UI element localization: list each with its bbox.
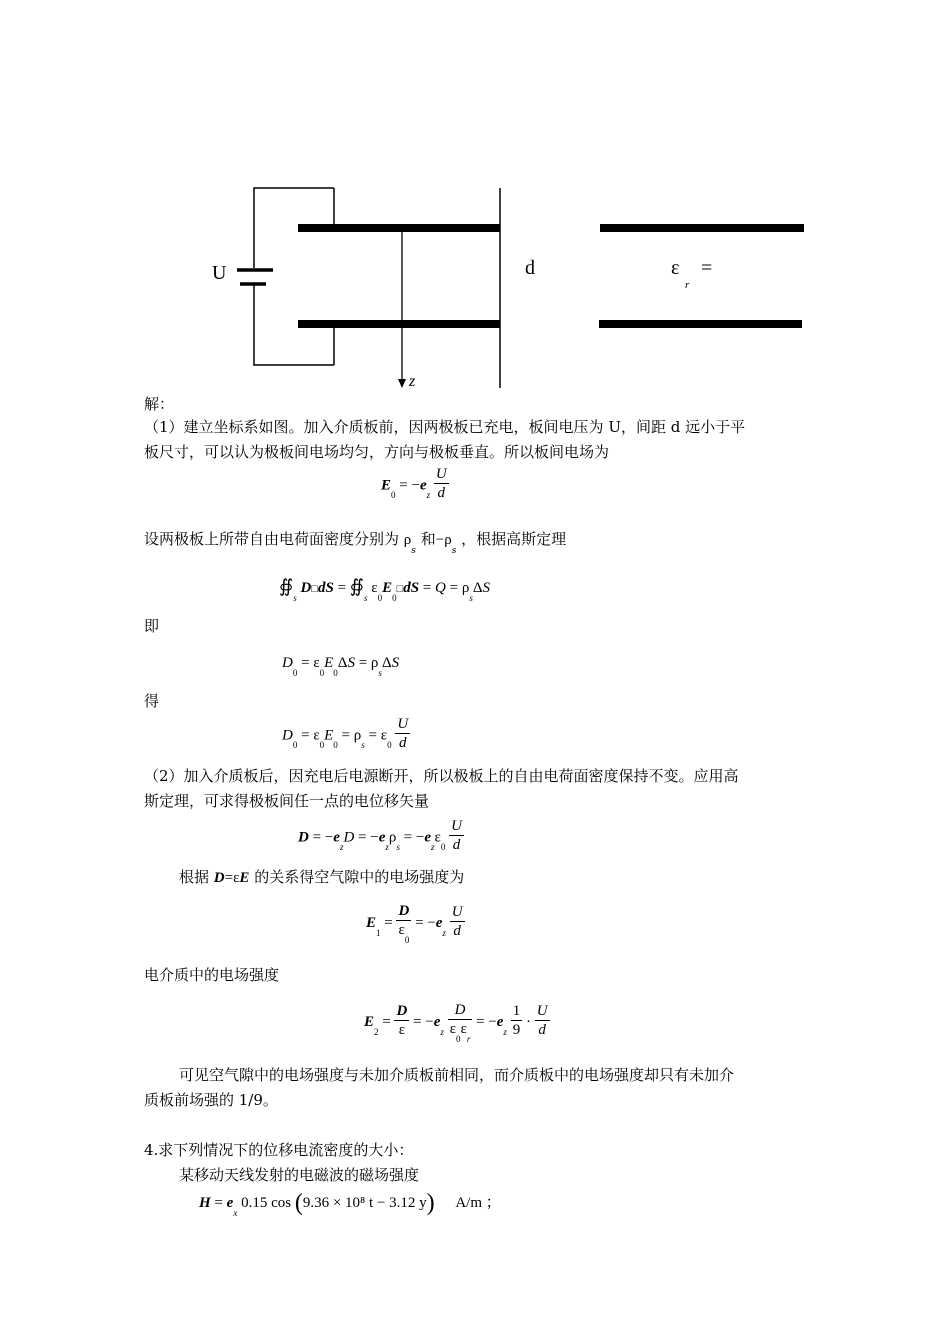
para-3-line-2: 斯定理，可求得极板间任一点的电位移矢量 — [144, 792, 430, 810]
circuit-wire — [254, 188, 334, 365]
equation-e1: $E_1$ = $\frac{D}{\varepsilon_0}$ = $-e_z$ $\frac{U}{d}$ — [366, 903, 463, 945]
epsilon-equals: = — [701, 257, 713, 279]
capacitor-figure — [0, 0, 950, 400]
jie-label: 解： — [144, 395, 175, 413]
z-axis-arrow — [398, 379, 406, 388]
epsilon-sub-label: r — [685, 279, 690, 291]
question-4-title: 4.求下列情况下的位移电流密度的大小： — [144, 1141, 414, 1159]
para-6-line-2: 质板前场强的 1/9。 — [144, 1091, 278, 1109]
equation-e2: $E_2$ = $\frac{D}{\varepsilon}$ = $-e_z$ $\frac{D}{\varepsilon_0\varepsilon_r}$ = $-e_z$ $\frac{1}{9}$ · $\frac{U}{d}$ — [364, 1002, 548, 1044]
de-label: 得 — [144, 692, 160, 710]
distance-label: d — [525, 257, 535, 279]
para-3-line-1: （2）加入介质板后，因充电后电源断开，所以极板上的自由电荷面密度保持不变。应用高 — [144, 767, 739, 785]
equation-e0: $E_0 = -e_z$ $\frac{U}{d}$ — [381, 466, 447, 501]
para-2: 设两极板上所带自由电荷面密度分别为 $\rho_s$ 和$-\rho_s$ ，根据高斯定理 — [144, 530, 567, 556]
para-2-before: 设两极板上所带自由电荷面密度分别为 — [144, 530, 400, 548]
question-4-subtitle: 某移动天线发射的电磁波的磁场强度 — [179, 1166, 420, 1184]
equation-h: $H = e_x$ 0.15 cos (9.36 × 10⁸ t − 3.12 y) A/m ； — [199, 1190, 501, 1218]
epsilon-label: ε — [671, 257, 680, 279]
para-1-line-2: 板尺寸，可以认为极板间电场均匀，方向与极板垂直。所以板间电场为 — [144, 443, 610, 461]
voltage-label: U — [212, 262, 227, 284]
ji-label: 即 — [144, 617, 160, 635]
para-5: 电介质中的电场强度 — [144, 966, 280, 984]
z-axis-label: z — [409, 373, 416, 390]
equation-gauss: $∯_s$ D□dS = $∯_s$ $\varepsilon_0E_0□dS = Q = \rho_s\Delta S$ — [279, 576, 491, 603]
equation-d-vector: $D = -e_zD = -e_z\rho_s = -e_z\varepsilon_0$ $\frac{U}{d}$ — [298, 818, 462, 853]
battery-symbol — [237, 270, 273, 284]
para-6-line-1: 可见空气隙中的电场强度与未加介质板前相同，而介质板中的电场强度却只有未加介 — [179, 1066, 735, 1084]
equation-d0-second: $D_0 = \varepsilon_0E_0 = \rho_s = \varepsilon_0$ $\frac{U}{d}$ — [282, 716, 409, 751]
para-1-line-1: （1）建立坐标系如图。加入介质板前，因两极板已充电，板间电压为 U，间距 d 远小于平 — [144, 418, 746, 436]
para-4: 根据 D=εE 的关系得空气隙中的电场强度为 — [179, 868, 465, 886]
equation-d0-first: $D_0 = \varepsilon_0E_0\Delta S = \rho_s\Delta S$ — [282, 655, 400, 678]
